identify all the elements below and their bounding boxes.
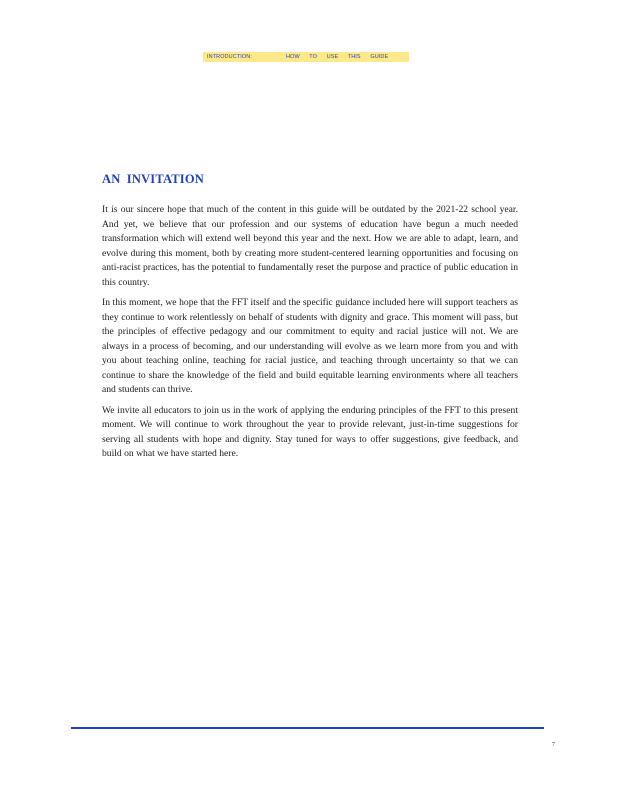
running-header — [203, 52, 409, 62]
footer-rule — [71, 727, 544, 729]
header-section-label: INTRODUCTION: — [207, 54, 252, 60]
paragraph-2: In this moment, we hope that the FFT itself and the specific guidance included here will support teachers as they continue to work relentlessly on behalf of students with dignity and grace. This moment will pass, but the principles of effective pedagogy and our commitment to equity and racial justice will not. We are always in a process of becoming, and our understanding will evolve as we learn more from you and with you about teaching online, teaching for racial justice, and teaching through uncertainty so that we can continue to share the knowledge of the field and build equitable learning environments where all teachers and students can thrive. — [102, 297, 518, 395]
body-text — [102, 203, 518, 468]
paragraph-1: It is our sincere hope that much of the content in this guide will be outdated by the 2021-22 school year. And yet, we believe that our profession and our systems of education have begun a much needed transformation which will extend well beyond this year and the next. How we are able to adapt, learn, and evolve during this moment, both by creating more student-centered learning opportunities and focusing on anti-racist practices, has the potential to fundamentally reset the purpose and practice of public education in this country. — [102, 204, 518, 288]
paragraph-3: We invite all educators to join us in the work of applying the enduring principles of the FFT to this present moment. We will continue to work throughout the year to provide relevant, just-in-time suggestions for serving all students with hope and dignity. Stay tuned for ways to offer suggestions, give feedback, and build on what we have started here. — [102, 404, 518, 459]
page-number: 7 — [552, 742, 555, 748]
page-title: AN INVITATION — [102, 172, 205, 186]
header-subtitle: HOW TO USE THIS GUIDE — [286, 54, 389, 60]
